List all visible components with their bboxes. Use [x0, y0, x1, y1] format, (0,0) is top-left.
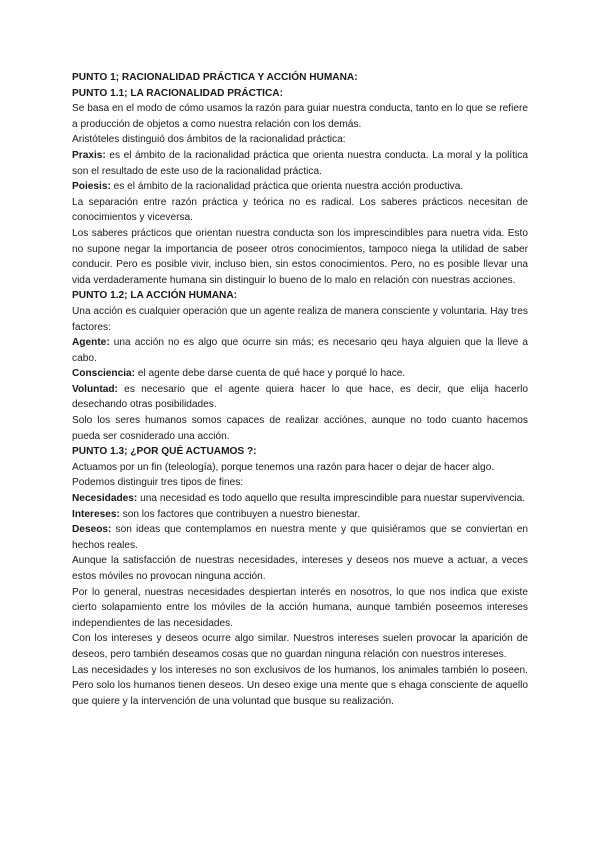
paragraph: Actuamos por un fin (teleología), porque tenemos una razón para hacer o dejar de hacer algo. — [72, 461, 495, 473]
term-intereses: Intereses: — [72, 508, 120, 520]
definition-praxis — [72, 148, 528, 179]
definition-text: es el ámbito de la racionalidad práctica que orienta nuestra acción productiva. — [110, 181, 464, 193]
definition-deseos — [72, 522, 528, 553]
paragraph: Se basa en el modo de cómo usamos la razón para guiar nuestra conducta, tanto en lo que se refiere a producción de objetos a como nuestra relación con los demás. — [72, 103, 528, 130]
definition-text: son los factores que contribuyen a nuestro bienestar. — [119, 508, 361, 520]
term-deseos: Deseos: — [72, 524, 112, 536]
paragraph: Por lo general, nuestras necesidades despiertan interés en nosotros, lo que nos indica que existe cierto solapamiento entre los móviles de la acción humana, aunque también poseemos intereses independientes de las necesidades. — [72, 586, 528, 629]
definition-text: el agente debe darse cuenta de qué hace y porqué lo hace. — [135, 368, 406, 380]
term-necesidades: Necesidades: — [72, 493, 138, 505]
definition-necesidades — [72, 491, 528, 507]
paragraph: Podemos distinguir tres tipos de fines: — [72, 477, 244, 489]
term-voluntad: Voluntad: — [72, 383, 118, 395]
definition-consciencia — [72, 366, 528, 382]
paragraph: Aunque la satisfacción de nuestras necesidades, intereses y deseos nos mueve a actuar, a veces estos móviles no provocan ninguna acción. — [72, 555, 528, 582]
definition-intereses — [72, 507, 528, 523]
paragraph: Solo los seres humanos somos capaces de realizar acciónes, aunque no todo cuanto hacemos pueda ser cosniderado una acción. — [72, 415, 528, 442]
paragraph: Aristóteles distinguió dos ámbitos de la racionalidad práctica: — [72, 134, 346, 146]
main-heading: PUNTO 1; RACIONALIDAD PRÁCTICA Y ACCIÓN HUMANA: — [72, 72, 358, 83]
definition-voluntad — [72, 382, 528, 413]
paragraph: La separación entre razón práctica y teórica no es radical. Los saberes prácticos necesitan de conocimientos y viceversa. — [72, 196, 528, 224]
definition-text: una necesidad es todo aquello que resulta imprescindible para nuestar supervivencia. — [137, 493, 526, 505]
document-page — [72, 70, 528, 709]
term-praxis: Praxis: — [72, 149, 106, 161]
section-heading-1-2: PUNTO 1.2; LA ACCIÓN HUMANA: — [72, 290, 237, 302]
definition-text: una acción no es algo que ocurre sin más; es necesario qeu haya alguien que la lleve a cabo. — [72, 337, 528, 364]
section-heading-1-1: PUNTO 1.1; LA RACIONALIDAD PRÁCTICA: — [72, 87, 283, 99]
definition-text: es el ámbito de la racionalidad práctica que orienta nuestra conducta. La moral y la política son el resultado de este uso de la racionalidad práctica. — [72, 149, 528, 177]
definition-poiesis — [72, 179, 528, 195]
section-heading-1-3: PUNTO 1.3; ¿POR QUÉ ACTUAMOS ?: — [72, 446, 257, 458]
paragraph: Los saberes prácticos que orientan nuestra conducta son los imprescindibles para nuetra vida. Esto no supone negar la importancia de poseer otros conocimientos, tampoco niega la utilidad de saber conducir. Pero es posible vivir, incluso bien, sin estos conocimientos. Pero, no es posible llevar una vida verdaderamente humana sin distinguir lo bueno de lo malo en relación con nuestras acciones. — [72, 227, 528, 286]
definition-agente — [72, 335, 528, 366]
paragraph: Las necesidades y los intereses no son exclusivos de los humanos, los animales también lo poseen. Pero solo los humanos tienen deseos. Un deseo exige una mente que s ehaga consciente de aquello que quiere y la intervención de una voluntad que busque su realización. — [72, 664, 528, 707]
definition-text: son ideas que contemplamos en nuestra mente y que quisiéramos que se conviertan en hechos reales. — [72, 524, 528, 551]
definition-text: es necesario que el agente quiera hacer lo que hace, es decir, que elija hacerlo desechando otras posibilidades. — [72, 383, 528, 411]
term-poiesis: Poiesis: — [72, 181, 111, 193]
term-agente: Agente: — [72, 337, 110, 349]
term-consciencia: Consciencia: — [72, 368, 136, 380]
paragraph: Una acción es cualquier operación que un agente realiza de manera consciente y voluntaria. Hay tres factores: — [72, 305, 528, 333]
paragraph: Con los intereses y deseos ocurre algo similar. Nuestros intereses suelen provocar la aparición de deseos, pero también deseamos cosas que no guardan ninguna relación con nuestros intereses. — [72, 633, 528, 660]
